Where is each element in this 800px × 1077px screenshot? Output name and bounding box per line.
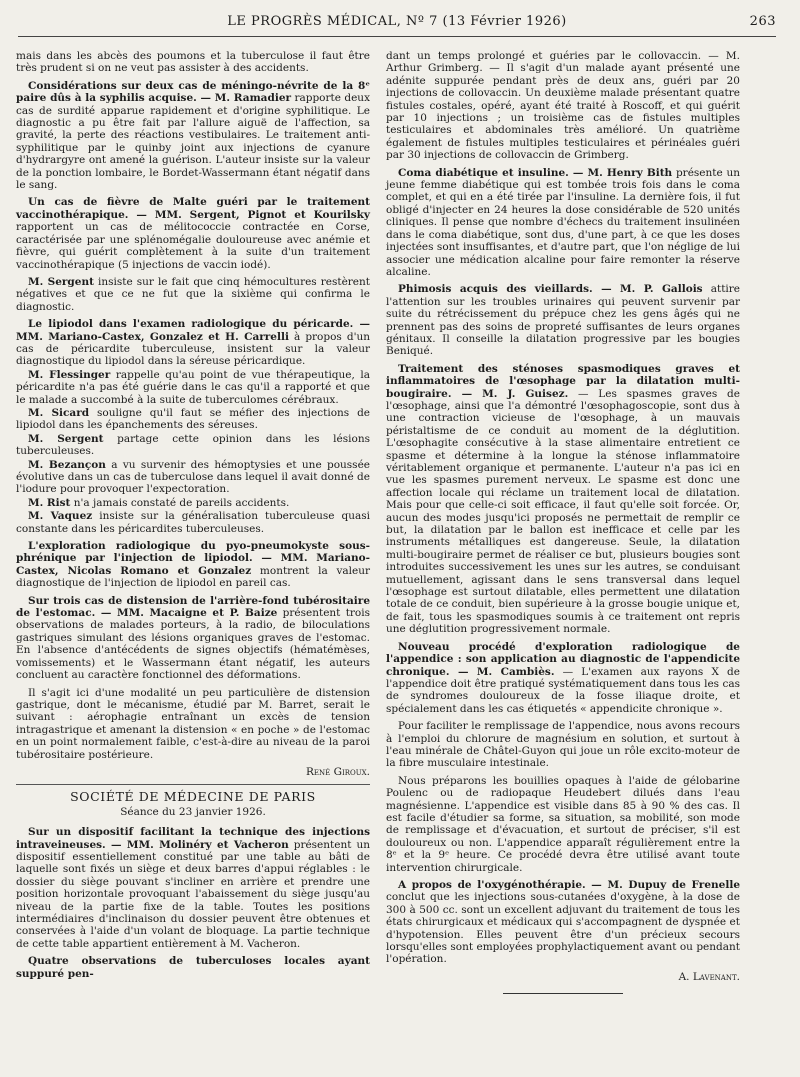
paragraph-text: rappelle qu'au point de vue thérapeutique, la péricardite n'a pas été guérie dans le cas qu'il a rapporté et que le malade a succombé à la suite de tuberculomes cérébraux.	[16, 368, 370, 406]
paragraph	[16, 369, 370, 406]
paragraph-text: — L'examen aux rayons X de l'appendice doit être pratiqué systématiquement dans tous les cas de syndromes douloureux de la fosse iliaque droite, et spécialement dans les cas étiquetés « appendicite chronique ».	[386, 665, 740, 715]
paragraph-heading: Le lipiodol dans l'examen radiologique du péricarde. — MM. Mariano-Castex, Gonzalez et H. Carrelli	[16, 318, 370, 343]
paragraph-heading: L'exploration radiologique du pyo-pneumokyste sous-phrénique par l'injection de lipiodol. — MM. Mariano-Castex, Nicolas Romano et Gonzalez	[16, 540, 370, 577]
paragraph-text: rapporte deux cas de surdité apparue rapidement et d'origine syphilitique. Le diagnostic a pu être fait par l'allure aiguë de l'affection, sa gravité, la perte des réactions vestibulaires. Le traitement anti-syphilitique par le quinby joint aux injections de cyanure d'hydrargyre ont amené la guérison. L'auteur insiste sur la valeur de la ponction lombaire, le Bordet-Wassermann étant négatif dans le sang.	[16, 92, 370, 192]
society-heading: SOCIÉTÉ DE MÉDECINE DE PARIS	[16, 784, 370, 803]
paragraph-heading: Quatre observations de tuberculoses locales ayant suppuré pen-	[16, 955, 370, 980]
paragraph	[16, 955, 370, 980]
paragraph-text: dant un temps prolongé et guéries par le collovaccin. — M. Arthur Grimberg. — Il s'agit d'un malade ayant présenté une adénite suppurée pendant près de deux ans, guéri par 20 injections de collovaccin. Un deuxième malade présentant quatre fistules costales, opéré, ayant été traité à Roscoff, et qui guérit par 10 injections ; un troisième cas de fistules multiples testiculaires et abdominales très amélioré. Un quatrième également de fistules multiples testiculaires et périnéales guéri par 30 injections de collovaccin de Grimberg.	[386, 50, 740, 162]
page-number: 263	[749, 14, 776, 29]
running-head	[18, 14, 776, 37]
paragraph	[16, 276, 370, 313]
paragraph	[386, 363, 740, 636]
paragraph	[16, 510, 370, 535]
paragraph-heading: A propos de l'oxygénothérapie. — M. Dupuy de Frenelle	[398, 879, 740, 891]
paragraph	[386, 775, 740, 874]
paragraph-text: mais dans les abcès des poumons et la tuberculose il faut être très prudent si on ne veut pas assister à des accidents.	[16, 50, 370, 75]
paragraph	[16, 407, 370, 432]
paragraph	[16, 826, 370, 950]
paragraph	[386, 167, 740, 279]
paragraph	[16, 595, 370, 682]
paragraph	[386, 879, 740, 966]
paragraph	[16, 687, 370, 761]
paragraph-heading: Phimosis acquis des vieillards. — M. P. Gallois	[398, 283, 703, 296]
paragraph	[16, 50, 370, 75]
author-signature: A. Lavenant.	[678, 970, 740, 983]
paragraph-heading: Sur un dispositif facilitant la technique des injections intraveineuses. — MM. Molinéry et Vacheron	[16, 826, 370, 851]
paragraph	[16, 196, 370, 270]
paragraph-text: rapportent un cas de mélitococcie contractée en Corse, caractérisée par une splénomégalie douloureuse avec anémie et fièvre, qui guérit complètement à la suite d'un traitement vaccinothérapique (5 injections de vaccin iodé).	[16, 221, 370, 271]
paragraph-heading: M. Flessinger	[28, 368, 111, 381]
paragraph	[386, 720, 740, 770]
end-rule	[503, 993, 623, 994]
paragraph	[16, 459, 370, 496]
paragraph-text: attire l'attention sur les troubles urinaires qui peuvent survenir par suite du rétrécissement du prépuce chez les gens âgés qui ne prennent pas des soins de propreté suffisantes de leurs organes génitaux. Il conseille la dilatation progressive par les bougies Beniqué.	[386, 283, 740, 358]
paragraph-heading: M. Sergent	[28, 432, 104, 445]
paragraph	[386, 283, 740, 357]
paragraph	[16, 80, 370, 192]
paragraph-heading: Traitement des sténoses spasmodiques graves et inflammatoires de l'œsophage par la dilatation multi-bougiraire. — M. J. Guisez.	[386, 362, 740, 400]
paragraph	[16, 318, 370, 368]
paragraph-heading: Considérations sur deux cas de méningo-névrite de la 8ᵉ paire dûs à la syphilis acquise. — M. Ramadier	[16, 79, 370, 105]
paragraph-text: présentent un dispositif essentiellement constitué par une table au bâti de laquelle sont fixés un siège et deux barres d'appui réglables : le dossier du siège pouvant s'incliner en arrière et prendre une position horizontale provoquant l'abaissement du siège jusqu'au niveau de la partie fixe de la table. Toutes les positions intermédiaires d'inclinaison du dossier peuvent être obtenues et conservées à l'aide d'un volant de bloquage. La partie technique de cette table appartient entièrement à M. Vacheron.	[16, 838, 370, 950]
paragraph-text: Nous préparons les bouillies opaques à l'aide de gélobarine Poulenc ou de radiopaque Heudebert dilués dans l'eau magnésienne. L'appendice est visible dans 85 à 90 % des cas. Il est facile d'étudier sa forme, sa situation, sa mobilité, son mode de remplissage et d'évacuation, et surtout de préciser, s'il est douloureux ou non. L'appendice apparaît régulièrement entre la 8ᵉ et la 9ᵉ heure. Ce procédé devra être utilisé avant toute intervention chirurgicale.	[386, 774, 740, 874]
paragraph-text: n'a jamais constaté de pareils accidents.	[70, 496, 290, 509]
paragraph	[16, 540, 370, 590]
paragraph-text: insiste sur le fait que cinq hémocultures restèrent négatives et que ce ne fut que la sixième qui confirma le diagnostic.	[16, 275, 370, 313]
paragraph-text: conclut que les injections sous-cutanées d'oxygène, à la dose de 300 à 500 cc. sont un excellent adjuvant du traitement de tous les états chirurgicaux et médicaux qui s'accompagnent de dyspnée et d'hypotension. Elles peuvent être d'un précieux secours lorsqu'elles sont employées prophylactiquement avant ou pendant l'opération.	[386, 891, 740, 966]
paragraph-text: présentent trois observations de malades porteurs, à la radio, de biloculations gastriques simulant des lésions organiques graves de l'estomac. En l'absence d'antécédents de signes objectifs (hématémèses, vomissements) et le Wassermann étant négatif, les auteurs concluent au caractère fonctionnel des déformations.	[16, 607, 371, 682]
paragraph	[16, 497, 370, 509]
paragraph-heading: M. Sicard	[28, 406, 90, 419]
paragraph-text: insiste sur la généralisation tuberculeuse quasi constante dans les péricardites tuberculeuses.	[16, 510, 370, 535]
paragraph-text: — Les spasmes graves de l'œsophage, ainsi que l'a démontré l'œsophagoscopie, sont dus à une contraction vicieuse de l'œsophage, à un mauvais péristaltisme de ce conduit au moment de la déglutition. L'œsophagite consécutive à la stase alimentaire entretient ce spasme et détermine à la longue la sténose inflammatoire véritablement organique et permanente. L'auteur n'a pas ici en vue les spasmes purement nerveux. Le spasme est donc une affection locale qui réclame un traitement local de dilatation. Mais pour que celle-ci soit efficace, il faut qu'elle soit forcée. Or, aucun des modes jusqu'ici proposés ne permettait de remplir ce but, la dilatation par le ballon est inefficace et celle par les instruments métalliques est dangereuse. Seule, la dilatation multi-bougiraire permet de réaliser ce but, plusieurs bougies sont introduites successivement les unes sur les autres, se conduisant mutuellement, agissant dans le sens transversal dans lequel l'œsophage est surtout dilatable, elles permettent une dilatation totale de ce conduit, bien supérieure à la grosse bougie unique et, de fait, tous les spasmodiques soumis à ce traitement ont repris une déglutition progressivement normale.	[386, 387, 740, 636]
paragraph-text: Il s'agit ici d'une modalité un peu particulière de distension gastrique, dont le mécanisme, étudié par M. Barret, serait le suivant : aérophagie entraînant un excès de tension intragastrique et amenant la distension « en poche » de l'estomac en un point normalement faible, c'est-à-dire au niveau de la paroi tubérositaire postérieure.	[16, 686, 370, 761]
paragraph-text: présente un jeune femme diabétique qui est tombée trois fois dans le coma complet, et qui en a été tirée par l'insuline. La dernière fois, il fut obligé d'injecter en 24 heures la dose considérable de 520 unités cliniques. Il pense que nombre d'échecs du traitement insulinéen dans le coma diabétique, sont dus, d'une part, à ce que les doses injectées sont insuffisantes, et d'autre part, que l'on néglige de lui associer une médication alcaline pour faire remonter la réserve alcaline.	[386, 166, 741, 278]
paragraph	[16, 433, 370, 458]
paragraph-text: souligne qu'il faut se méfier des injections de lipiodol dans les épanchements des séreuses.	[16, 406, 371, 432]
journal-title: LE PROGRÈS MÉDICAL, Nº 7 (13 Février 1926)	[227, 14, 567, 29]
paragraph-heading: Sur trois cas de distension de l'arrière-fond tubérositaire de l'estomac. — MM. Macaigne et P. Baize	[16, 594, 370, 620]
session-date: Séance du 23 janvier 1926.	[120, 805, 266, 818]
paragraph-heading: M. Sergent	[28, 275, 94, 288]
paragraph-text: partage cette opinion dans les lésions tuberculeuses.	[16, 432, 370, 458]
paragraph-text: Pour faciliter le remplissage de l'appendice, nous avons recours à l'emploi du chlorure de magnésium en solution, et surtout à l'eau minérale de Châtel-Guyon qui joue un rôle excito-moteur de la fibre musculaire intestinale.	[386, 720, 740, 770]
paragraph-text: a vu survenir des hémoptysies et une poussée évolutive dans un cas de tuberculose dans lequel il avait donné de l'iodure pour provoquer l'expectoration.	[16, 458, 371, 496]
right-column	[386, 50, 740, 994]
paragraph-heading: Un cas de fièvre de Malte guéri par le traitement vaccinothérapique. — MM. Sergent, Pignot et Kourilsky	[16, 196, 370, 221]
paragraph-text: montrent la valeur diagnostique de l'injection de lipiodol en pareil cas.	[16, 564, 370, 590]
paragraph	[386, 50, 740, 162]
paragraph-heading: Nouveau procédé d'exploration radiologique de l'appendice : son application au diagnostic de l'appendicite chronique. — M. Cambiès.	[386, 640, 740, 678]
paragraph-heading: M. Bezançon	[28, 458, 106, 471]
left-column	[16, 50, 370, 985]
paragraph-heading: M. Vaquez	[28, 510, 93, 523]
paragraph	[386, 641, 740, 715]
author-signature: René Giroux.	[306, 765, 370, 778]
paragraph-text: à propos d'un cas de péricardite tuberculeuse, insistent sur la valeur diagnostique du lipiodol dans la séreuse péricardique.	[16, 330, 370, 368]
paragraph-heading: M. Rist	[28, 496, 71, 509]
paragraph-heading: Coma diabétique et insuline. — M. Henry Bith	[398, 166, 673, 179]
